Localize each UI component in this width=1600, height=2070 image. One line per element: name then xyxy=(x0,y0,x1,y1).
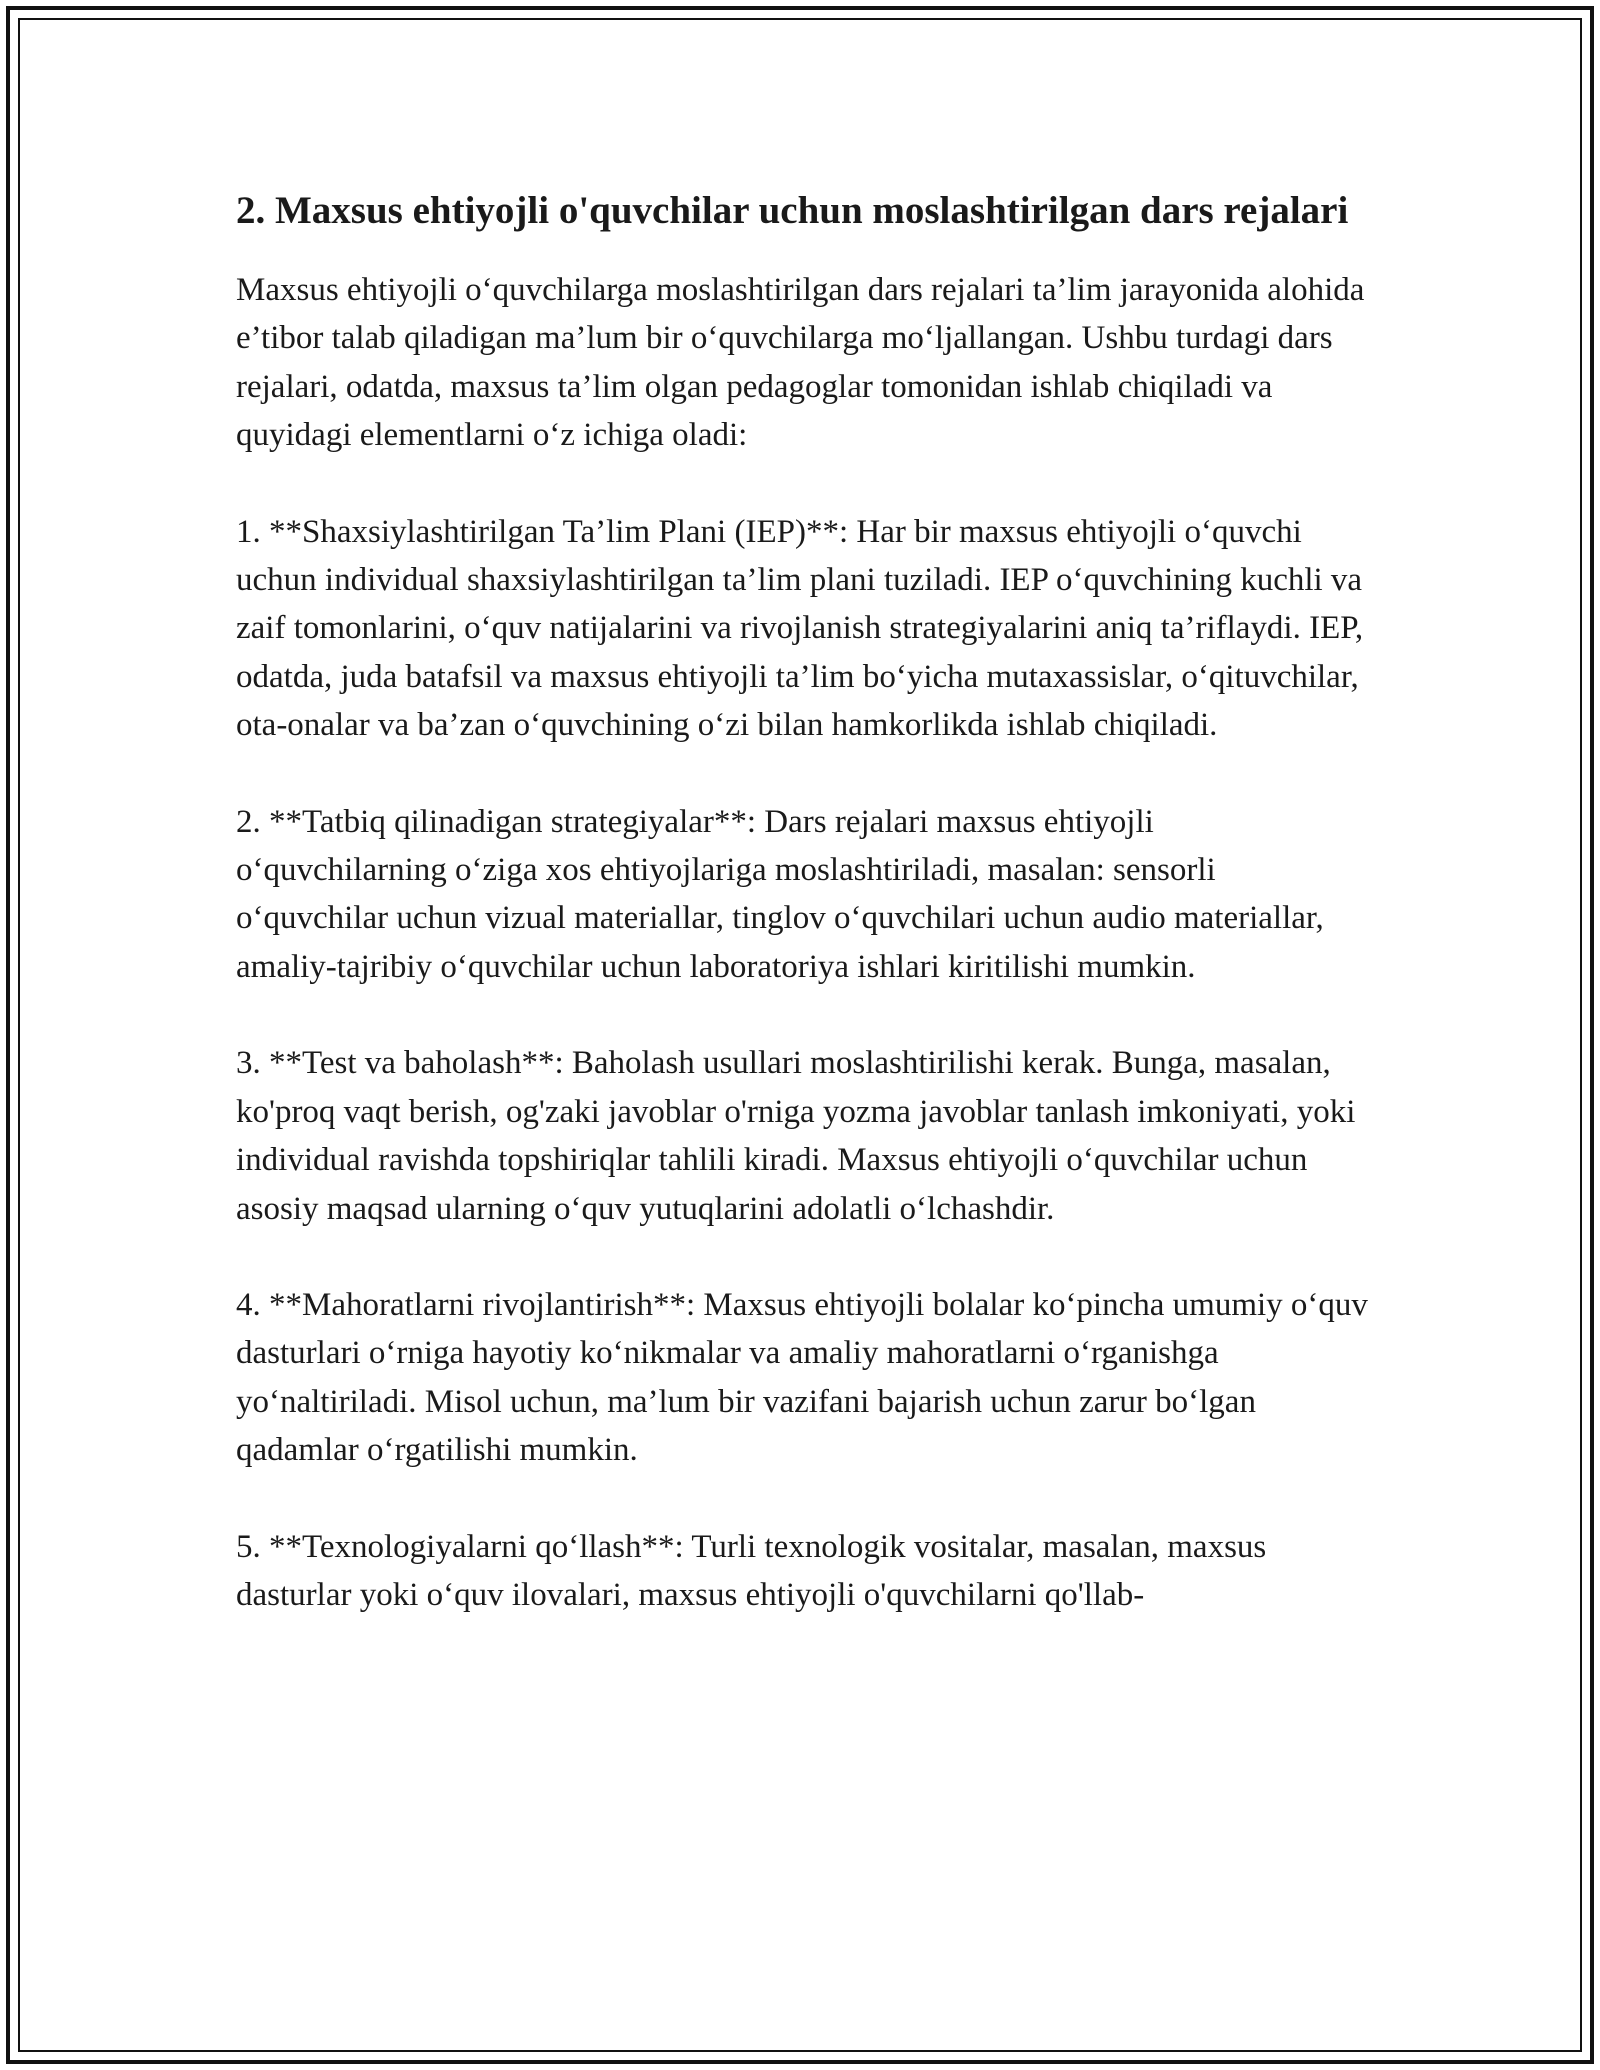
list-item-strategies: 2. **Tatbiq qilinadigan strategiyalar**: Dars rejalari maxsus ehtiyojli o‘quvchilarning o‘ziga xos ehtiyojlariga moslashtiriladi, masalan: sensorli o‘quvchilar uchun vizual materiallar, tinglov o‘quvchilari uchun audio materiallar, amaliy-tajribiy o‘quvchilar uchun laboratoriya ishlari kiritilishi mumkin. xyxy=(236,803,1324,985)
intro-paragraph: Maxsus ehtiyojli o‘quvchilarga moslashtirilgan dars rejalari ta’lim jarayonida alohida e’tibor talab qiladigan ma’lum bir o‘quvchilarga mo‘ljallangan. Ushbu turdagi dars rejalari, odatda, maxsus ta’lim olgan pedagoglar tomonidan ishlab chiqiladi va quyidagi elementlarni o‘z ichiga oladi: xyxy=(236,272,1365,454)
list-item-iep: 1. **Shaxsiylashtirilgan Ta’lim Plani (IEP)**: Har bir maxsus ehtiyojli o‘quvchi uchun individual shaxsiylashtirilgan ta’lim plani tuziladi. IEP o‘quvchining kuchli va zaif tomonlarini, o‘quv natijalarini va rivojlanish strategiyalarini aniq ta’riflaydi. IEP, odatda, juda batafsil va maxsus ehtiyojli ta’lim bo‘yicha mutaxassislar, o‘qituvchilar, ota-onalar va ba’zan o‘quvchining o‘zi bilan hamkorlikda ishlab chiqiladi. xyxy=(236,513,1364,744)
document-page xyxy=(236,183,1372,1619)
list-item-skills: 4. **Mahoratlarni rivojlantirish**: Maxsus ehtiyojli bolalar ko‘pincha umumiy o‘quv dasturlari o‘rniga hayotiy ko‘nikmalar va amaliy mahoratlarni o‘rganishga yo‘naltiriladi. Misol uchun, ma’lum bir vazifani bajarish uchun zarur bo‘lgan qadamlar o‘rgatilishi mumkin. xyxy=(236,1286,1368,1469)
list-item-technology: 5. **Texnologiyalarni qo‘llash**: Turli texnologik vositalar, masalan, maxsus dasturlar yoki o‘quv ilovalari, maxsus ehtiyojli o'quvchilarni qo'llab- xyxy=(236,1528,1267,1613)
list-item-assessment: 3. **Test va baholash**: Baholash usullari moslashtirilishi kerak. Bunga, masalan, ko'proq vaqt berish, og'zaki javoblar o'rniga yozma javoblar tanlash imkoniyati, yoki individual ravishda topshiriqlar tahlili kiradi. Maxsus ehtiyojli o‘quvchilar uchun asosiy maqsad ularning o‘quv yutuqlarini adolatli o‘lchashdir. xyxy=(236,1045,1356,1227)
section-heading: 2. Maxsus ehtiyojli o'quvchilar uchun moslashtirilgan dars rejalari xyxy=(236,189,1349,232)
